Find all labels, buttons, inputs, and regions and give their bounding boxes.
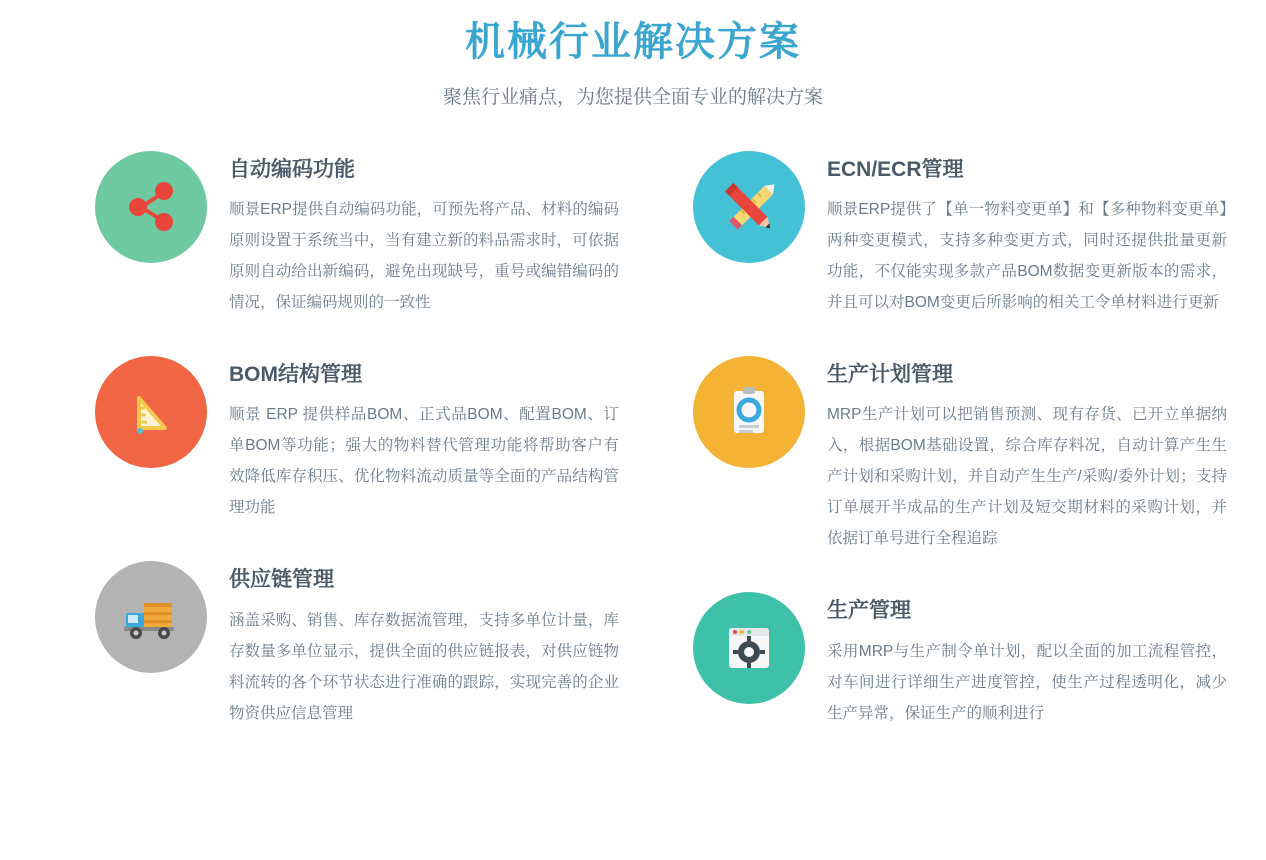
features-column-left xyxy=(95,151,629,767)
feature-title: 供应链管理 xyxy=(229,568,334,592)
delivery-truck-icon xyxy=(95,561,207,673)
feature-title: BOM结构管理 xyxy=(229,363,362,387)
features-grid xyxy=(0,151,1266,767)
feature-item xyxy=(693,592,1227,728)
feature-body xyxy=(827,592,1227,728)
feature-title: 生产计划管理 xyxy=(827,363,953,387)
feature-item xyxy=(693,356,1227,554)
ruler-triangle-icon xyxy=(95,356,207,468)
page-header xyxy=(0,0,1266,109)
page-title: 机械行业解决方案 xyxy=(465,20,801,64)
feature-item xyxy=(95,151,629,318)
feature-item xyxy=(95,356,629,523)
feature-description: MRP生产计划可以把销售预测、现有存货、已开立单据纳入，根据BOM基础设置，综合库存料况，自动计算产生生产计划和采购计划，并自动产生生产/采购/委外计划；支持订单展开半成品的生产计划及短交期材料的采购计划，并依据订单号进行全程追踪 xyxy=(827,406,1227,548)
gear-monitor-icon xyxy=(693,592,805,704)
feature-body xyxy=(229,356,619,523)
feature-body xyxy=(229,561,619,728)
features-column-right xyxy=(693,151,1227,767)
feature-body xyxy=(827,151,1227,318)
feature-description: 顺景 ERP 提供样品BOM、正式品BOM、配置BOM、订单BOM等功能；强大的物料替代管理功能将帮助客户有效降低库存积压、优化物料流动质量等全面的产品结构管理功能 xyxy=(229,406,619,517)
clipboard-report-icon xyxy=(693,356,805,468)
share-nodes-icon xyxy=(95,151,207,263)
feature-title: 自动编码功能 xyxy=(229,158,355,181)
feature-body xyxy=(229,151,619,318)
page-subtitle: 聚焦行业痛点，为您提供全面专业的解决方案 xyxy=(442,87,823,108)
feature-description: 顺景ERP提供自动编码功能，可预先将产品、材料的编码原则设置于系统当中，当有建立新的料品需求时，可依据原则自动给出新编码，避免出现缺号，重号或编错编码的情况，保证编码规则的一致性 xyxy=(229,201,619,312)
feature-description: 顺景ERP提供了【单一物料变更单】和【多种物料变更单】两种变更模式，支持多种变更方式，同时还提供批量更新功能，不仅能实现多款产品BOM数据变更新版本的需求，并且可以对BOM变更后所影响的相关工令单材料进行更新 xyxy=(827,201,1227,312)
feature-title: ECN/ECR管理 xyxy=(827,158,964,181)
feature-title: 生产管理 xyxy=(827,599,911,623)
feature-body xyxy=(827,356,1227,554)
feature-item xyxy=(95,561,629,728)
feature-description: 采用MRP与生产制令单计划，配以全面的加工流程管控，对车间进行详细生产进度管控，使生产过程透明化，减少生产异常，保证生产的顺利进行 xyxy=(827,642,1227,722)
pencil-ruler-icon xyxy=(693,151,805,263)
feature-item xyxy=(693,151,1227,318)
feature-description: 涵盖采购、销售、库存数据流管理，支持多单位计量，库存数量多单位显示，提供全面的供应链报表，对供应链物料流转的各个环节状态进行准确的跟踪，实现完善的企业物资供应信息管理 xyxy=(229,611,619,722)
